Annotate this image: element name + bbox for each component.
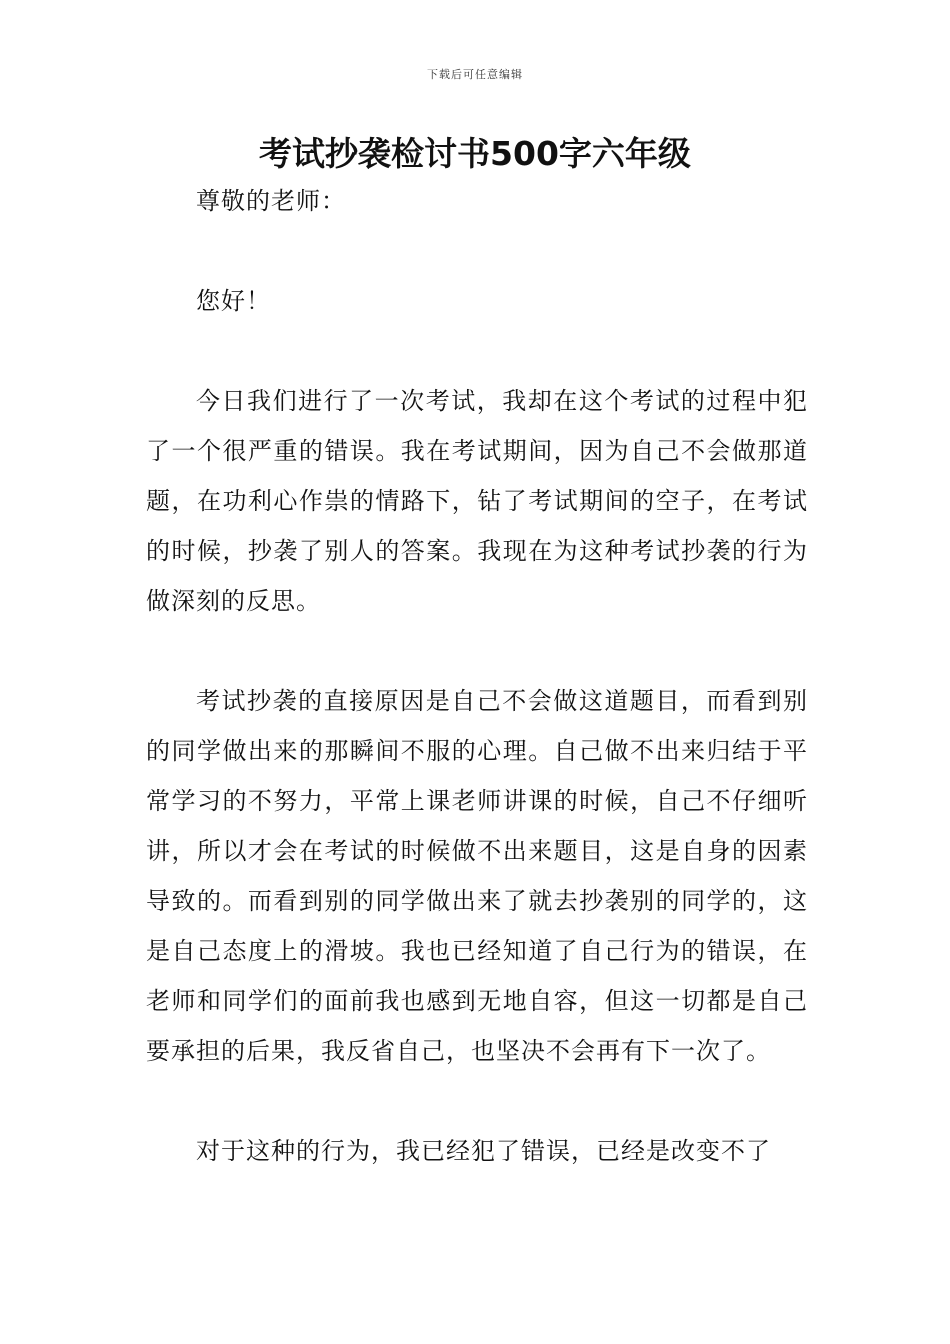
header-note: 下载后可任意编辑 bbox=[427, 68, 523, 81]
paragraph-2: 考试抄袭的直接原因是自己不会做这道题目，而看到别的同学做出来的那瞬间不服的心理。自己做不出来归结于平常学习的不努力，平常上课老师讲课的时候，自己不仔细听讲，所以才会在考试的时候做不出来题目，这是自身的因素导致的。而看到别的同学做出来了就去抄袭别的同学的，这是自己态度上的滑坡。我也已经知道了自己行为的错误，在老师和同学们的面前我也感到无地自容，但这一切都是自己要承担的后果，我反省自己，也坚决不会再有下一次了。 bbox=[146, 687, 808, 1065]
greeting: 您好！ bbox=[196, 287, 271, 315]
paragraph-3: 对于这种的行为，我已经犯了错误，已经是改变不了 bbox=[196, 1137, 771, 1165]
document-body bbox=[146, 176, 808, 1176]
paragraph-1: 今日我们进行了一次考试，我却在这个考试的过程中犯了一个很严重的错误。我在考试期间，因为自己不会做那道题，在功利心作祟的情路下，钻了考试期间的空子，在考试的时候，抄袭了别人的答案。我现在为这种考试抄袭的行为做深刻的反思。 bbox=[146, 387, 808, 615]
document-title: 考试抄袭检讨书500字六年级 bbox=[259, 134, 691, 173]
salutation: 尊敬的老师： bbox=[196, 187, 346, 215]
